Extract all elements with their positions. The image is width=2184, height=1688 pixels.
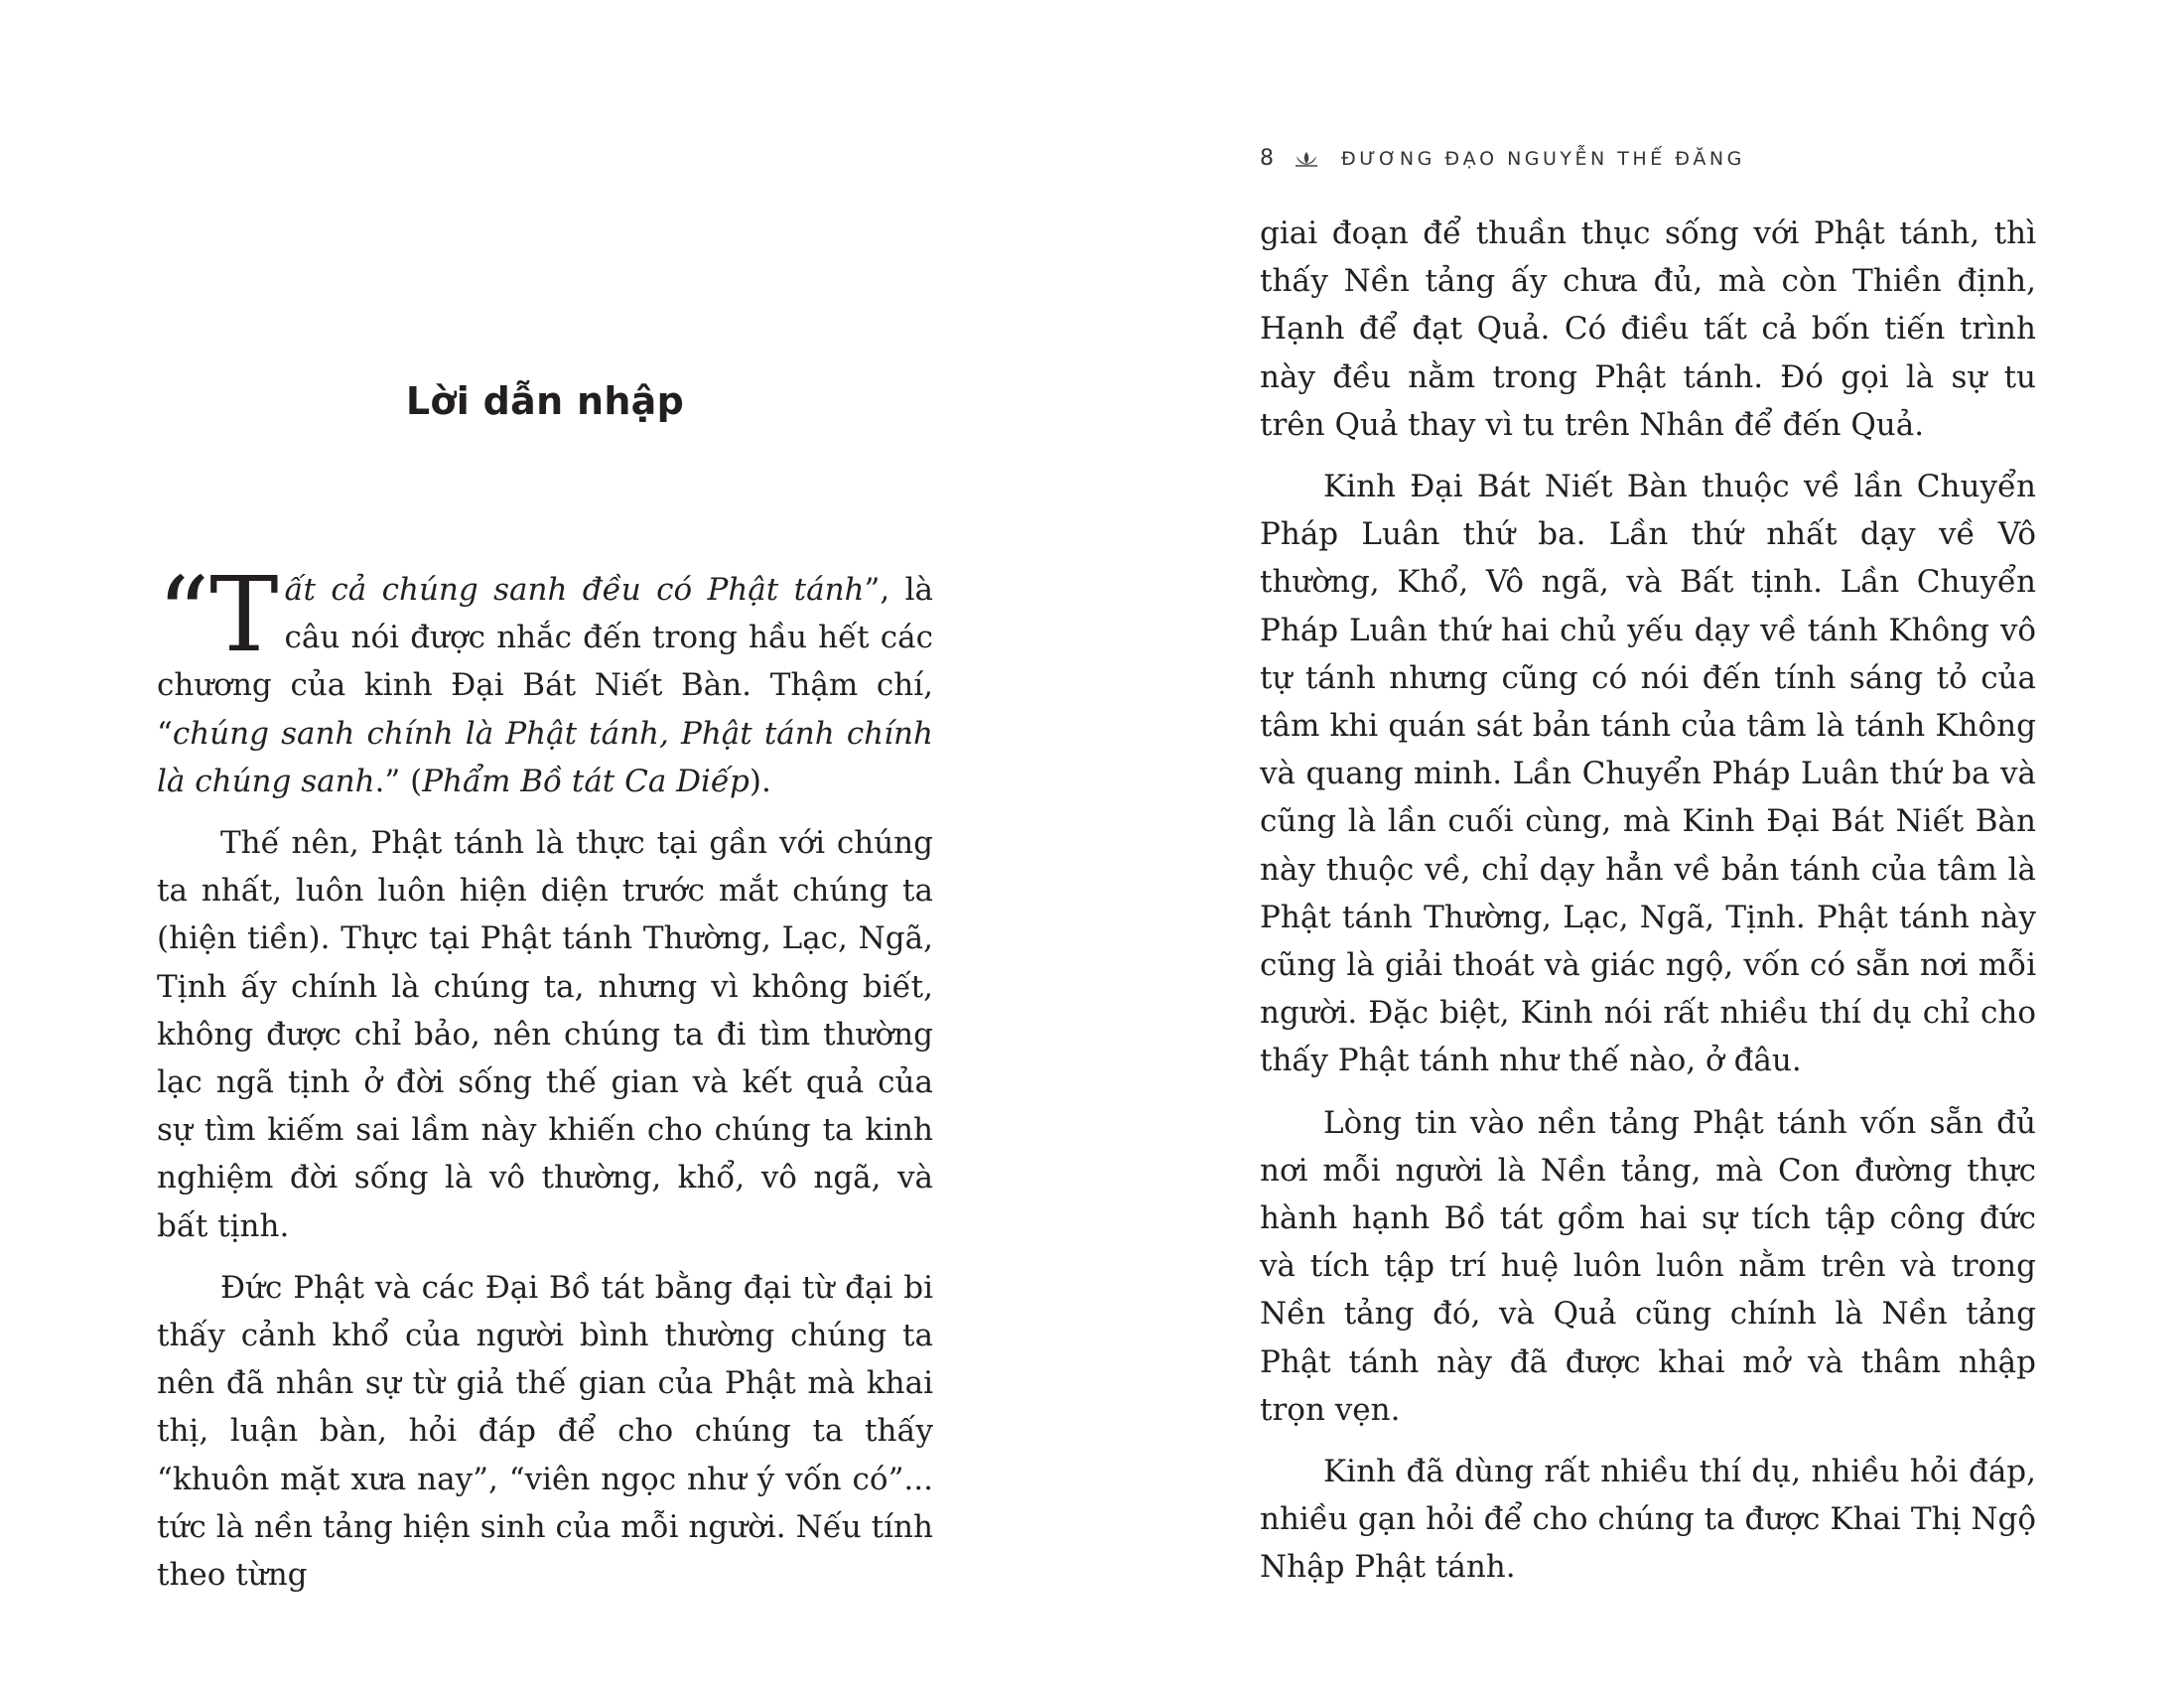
opening-quote-italic: ất cả chúng sanh đều có Phật tánh [284, 572, 865, 608]
left-paragraph-1 [157, 554, 933, 805]
chapter-title: Lời dẫn nhập [405, 379, 685, 423]
right-paragraph-3: Lòng tin vào nền tảng Phật tánh vốn sẵn đủ nơi mỗi người là Nền tảng, mà Con đường thực hành hạnh Bồ tát gồm hai sự tích tập công đức và tích tập trí huệ luôn luôn nằm trên và trong Nền tảng đó, và Quả cũng chính là Nền tảng Phật tánh này đã được khai mở và thâm nhập trọn vẹn. [1260, 1104, 2036, 1428]
right-paragraph-4: Kinh đã dùng rất nhiều thí dụ, nhiều hỏi đáp, nhiều gạn hỏi để cho chúng ta được Khai Thị Ngộ Nhập Phật tánh. [1260, 1454, 2036, 1586]
right-paragraph-1: giai đoạn để thuần thục sống với Phật tánh, thì thấy Nền tảng ấy chưa đủ, mà còn Thiền định, Hạnh để đạt Quả. Có điều tất cả bốn tiến trình này đều nằm trong Phật tánh. Đó gọi là sự tu trên Quả thay vì tu trên Nhân để đến Quả. [1260, 215, 2036, 443]
right-page [1092, 0, 2184, 1688]
text-segment-c: .” ( [374, 763, 423, 799]
drop-cap: “T [157, 554, 279, 675]
author-name: ĐƯƠNG ĐẠO NGUYỄN THẾ ĐĂNG [1341, 147, 1745, 170]
chapter-reference-italic: Phẩm Bồ tát Ca Diếp [422, 763, 750, 799]
page-number: 8 [1260, 146, 1274, 171]
right-body-text [1260, 210, 2036, 1606]
running-header [1260, 146, 1745, 171]
italic-quote-b: chúng sanh chính là Phật tánh, Phật tánh chính là chúng sanh [157, 715, 933, 799]
left-body-text [157, 554, 933, 1613]
text-segment-e: ). [749, 763, 771, 799]
left-paragraph-3: Đức Phật và các Đại Bồ tát bằng đại từ đại bi thấy cảnh khổ của người bình thường chúng ta nên đã nhân sự từ giả thế gian của Phật mà khai thị, luận bàn, hỏi đáp để cho chúng ta thấy “khuôn mặt xưa nay”, “viên ngọc như ý vốn có”... tức là nền tảng hiện sinh của mỗi người. Nếu tính theo từng [157, 1269, 933, 1594]
right-paragraph-2: Kinh Đại Bát Niết Bàn thuộc về lần Chuyển Pháp Luân thứ ba. Lần thứ nhất dạy về Vô thường, Khổ, Vô ngã, và Bất tịnh. Lần Chuyển Pháp Luân thứ hai chủ yếu dạy về tánh Không vô tự tánh nhưng cũng có nói đến tính sáng tỏ của tâm khi quán sát bản tánh của tâm là tánh Không và quang minh. Lần Chuyển Pháp Luân thứ ba và cũng là lần cuối cùng, mà Kinh Đại Bát Niết Bàn này thuộc về, chỉ dạy hẳn về bản tánh của tâm là Phật tánh Thường, Lạc, Ngã, Tịnh. Phật tánh này cũng là giải thoát và giác ngộ, vốn có sẵn nơi mỗi người. Đặc biệt, Kinh nói rất nhiều thí dụ chỉ cho thấy Phật tánh như thế nào, ở đâu. [1260, 469, 2036, 1079]
left-paragraph-2: Thế nên, Phật tánh là thực tại gần với chúng ta nhất, luôn luôn hiện diện trước mắt chúng ta (hiện tiền). Thực tại Phật tánh Thường, Lạc, Ngã, Tịnh ấy chính là chúng ta, nhưng vì không biết, không được chỉ bảo, nên chúng ta đi tìm thường lạc ngã tịnh ở đời sống thế gian và kết quả của sự tìm kiếm sai lầm này khiến cho chúng ta kinh nghiệm đời sống là vô thường, khổ, vô ngã, và bất tịnh. [157, 825, 933, 1244]
text-segment-a: ”, là câu nói được nhắc đến trong hầu hết các chương của kinh Đại Bát Niết Bàn. Thậm chí, “ [157, 572, 933, 752]
lotus-icon [1292, 150, 1321, 168]
